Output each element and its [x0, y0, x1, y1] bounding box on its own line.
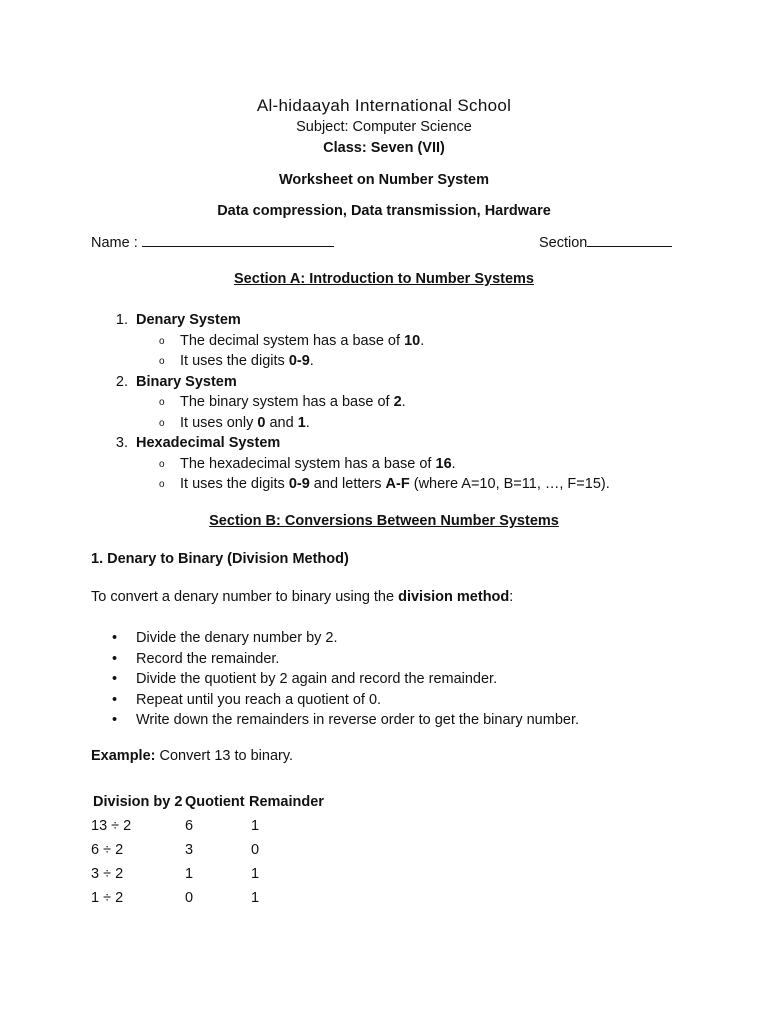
list-item — [91, 372, 610, 434]
steps-list — [91, 628, 579, 731]
table-header: Remainder — [249, 794, 324, 810]
worksheet-title: Worksheet on Number System — [278, 172, 490, 188]
table-cell: 1 — [251, 818, 260, 834]
table-header: Quotient — [185, 794, 245, 810]
list-item: • Record the remainder. — [91, 649, 579, 670]
hollow-circle-bullet-icon: o — [159, 458, 165, 470]
hollow-circle-bullet-icon: o — [159, 335, 165, 347]
item-number: 2. — [115, 373, 128, 390]
list-item: o It uses only 0 and 1. — [91, 413, 610, 434]
table-cell: 0 — [251, 842, 260, 858]
filled-dot-bullet-icon: • — [112, 671, 118, 687]
list-item: • Divide the denary number by 2. — [91, 628, 579, 649]
intro-paragraph: To convert a denary number to binary using the division method: — [91, 589, 514, 605]
item-title: Binary System — [136, 373, 237, 390]
list-item — [91, 433, 610, 495]
subject-line: Subject: Computer Science — [296, 119, 472, 135]
school-name: Al-hidaayah International School — [256, 96, 512, 115]
section-a-title: Section A: Introduction to Number Systems — [234, 271, 534, 287]
hollow-circle-bullet-icon: o — [159, 417, 165, 429]
filled-dot-bullet-icon: • — [112, 712, 118, 728]
hollow-circle-bullet-icon: o — [159, 397, 165, 408]
section-blank-line[interactable] — [587, 232, 672, 247]
hollow-circle-bullet-icon: o — [159, 356, 165, 367]
section-label: Section — [539, 235, 588, 251]
table-row — [91, 838, 341, 862]
table-row — [91, 814, 341, 838]
table-cell: 13 ÷ 2 — [91, 818, 132, 834]
class-line: Class: Seven (VII) — [323, 140, 445, 156]
list-item: o The decimal system has a base of 10. — [91, 331, 610, 352]
list-item: o It uses the digits 0-9 and letters A-F (where A=10, B=11, …, F=15). — [91, 474, 610, 495]
name-field — [91, 232, 334, 251]
name-label: Name : — [91, 235, 142, 251]
list-item: • Repeat until you reach a quotient of 0. — [91, 690, 579, 711]
item-number: 3. — [115, 435, 128, 451]
example-line — [91, 748, 293, 764]
list-item: • Write down the remainders in reverse order to get the binary number. — [91, 710, 579, 731]
list-item: o The hexadecimal system has a base of 16. — [91, 454, 610, 475]
example-text: Convert 13 to binary. — [155, 748, 294, 764]
table-cell: 3 ÷ 2 — [91, 866, 124, 882]
item-title: Hexadecimal System — [136, 435, 281, 451]
filled-dot-bullet-icon: • — [112, 630, 118, 646]
list-item: • Divide the quotient by 2 again and record the remainder. — [91, 669, 579, 690]
list-item: o It uses the digits 0-9. — [91, 351, 610, 372]
subheading-denary-to-binary: 1. Denary to Binary (Division Method) — [91, 551, 349, 567]
table-cell: 1 — [185, 866, 194, 882]
list-item: o The binary system has a base of 2. — [91, 392, 610, 413]
table-row — [91, 862, 341, 886]
table-cell: 1 ÷ 2 — [91, 890, 124, 906]
table-cell: 6 ÷ 2 — [91, 842, 124, 858]
hollow-circle-bullet-icon: o — [159, 479, 165, 490]
filled-dot-bullet-icon: • — [112, 691, 118, 708]
item-title: Denary System — [136, 312, 241, 328]
section-b-title: Section B: Conversions Between Number Systems — [209, 513, 559, 529]
filled-dot-bullet-icon: • — [112, 650, 118, 667]
item-number: 1. — [115, 312, 128, 328]
worksheet-topics: Data compression, Data transmission, Hardware — [217, 203, 551, 219]
table-header-row — [91, 790, 341, 814]
list-item — [91, 310, 610, 372]
number-systems-list — [91, 310, 610, 495]
division-table — [91, 790, 341, 910]
table-cell: 6 — [185, 818, 194, 834]
section-field — [539, 232, 672, 251]
table-header: Division by 2 — [93, 794, 183, 810]
table-row — [91, 886, 341, 910]
table-cell: 0 — [185, 890, 194, 906]
table-cell: 3 — [185, 842, 194, 858]
example-label: Example: — [91, 748, 156, 764]
table-cell: 1 — [251, 890, 260, 906]
table-cell: 1 — [251, 866, 260, 882]
name-blank-line[interactable] — [142, 232, 334, 247]
